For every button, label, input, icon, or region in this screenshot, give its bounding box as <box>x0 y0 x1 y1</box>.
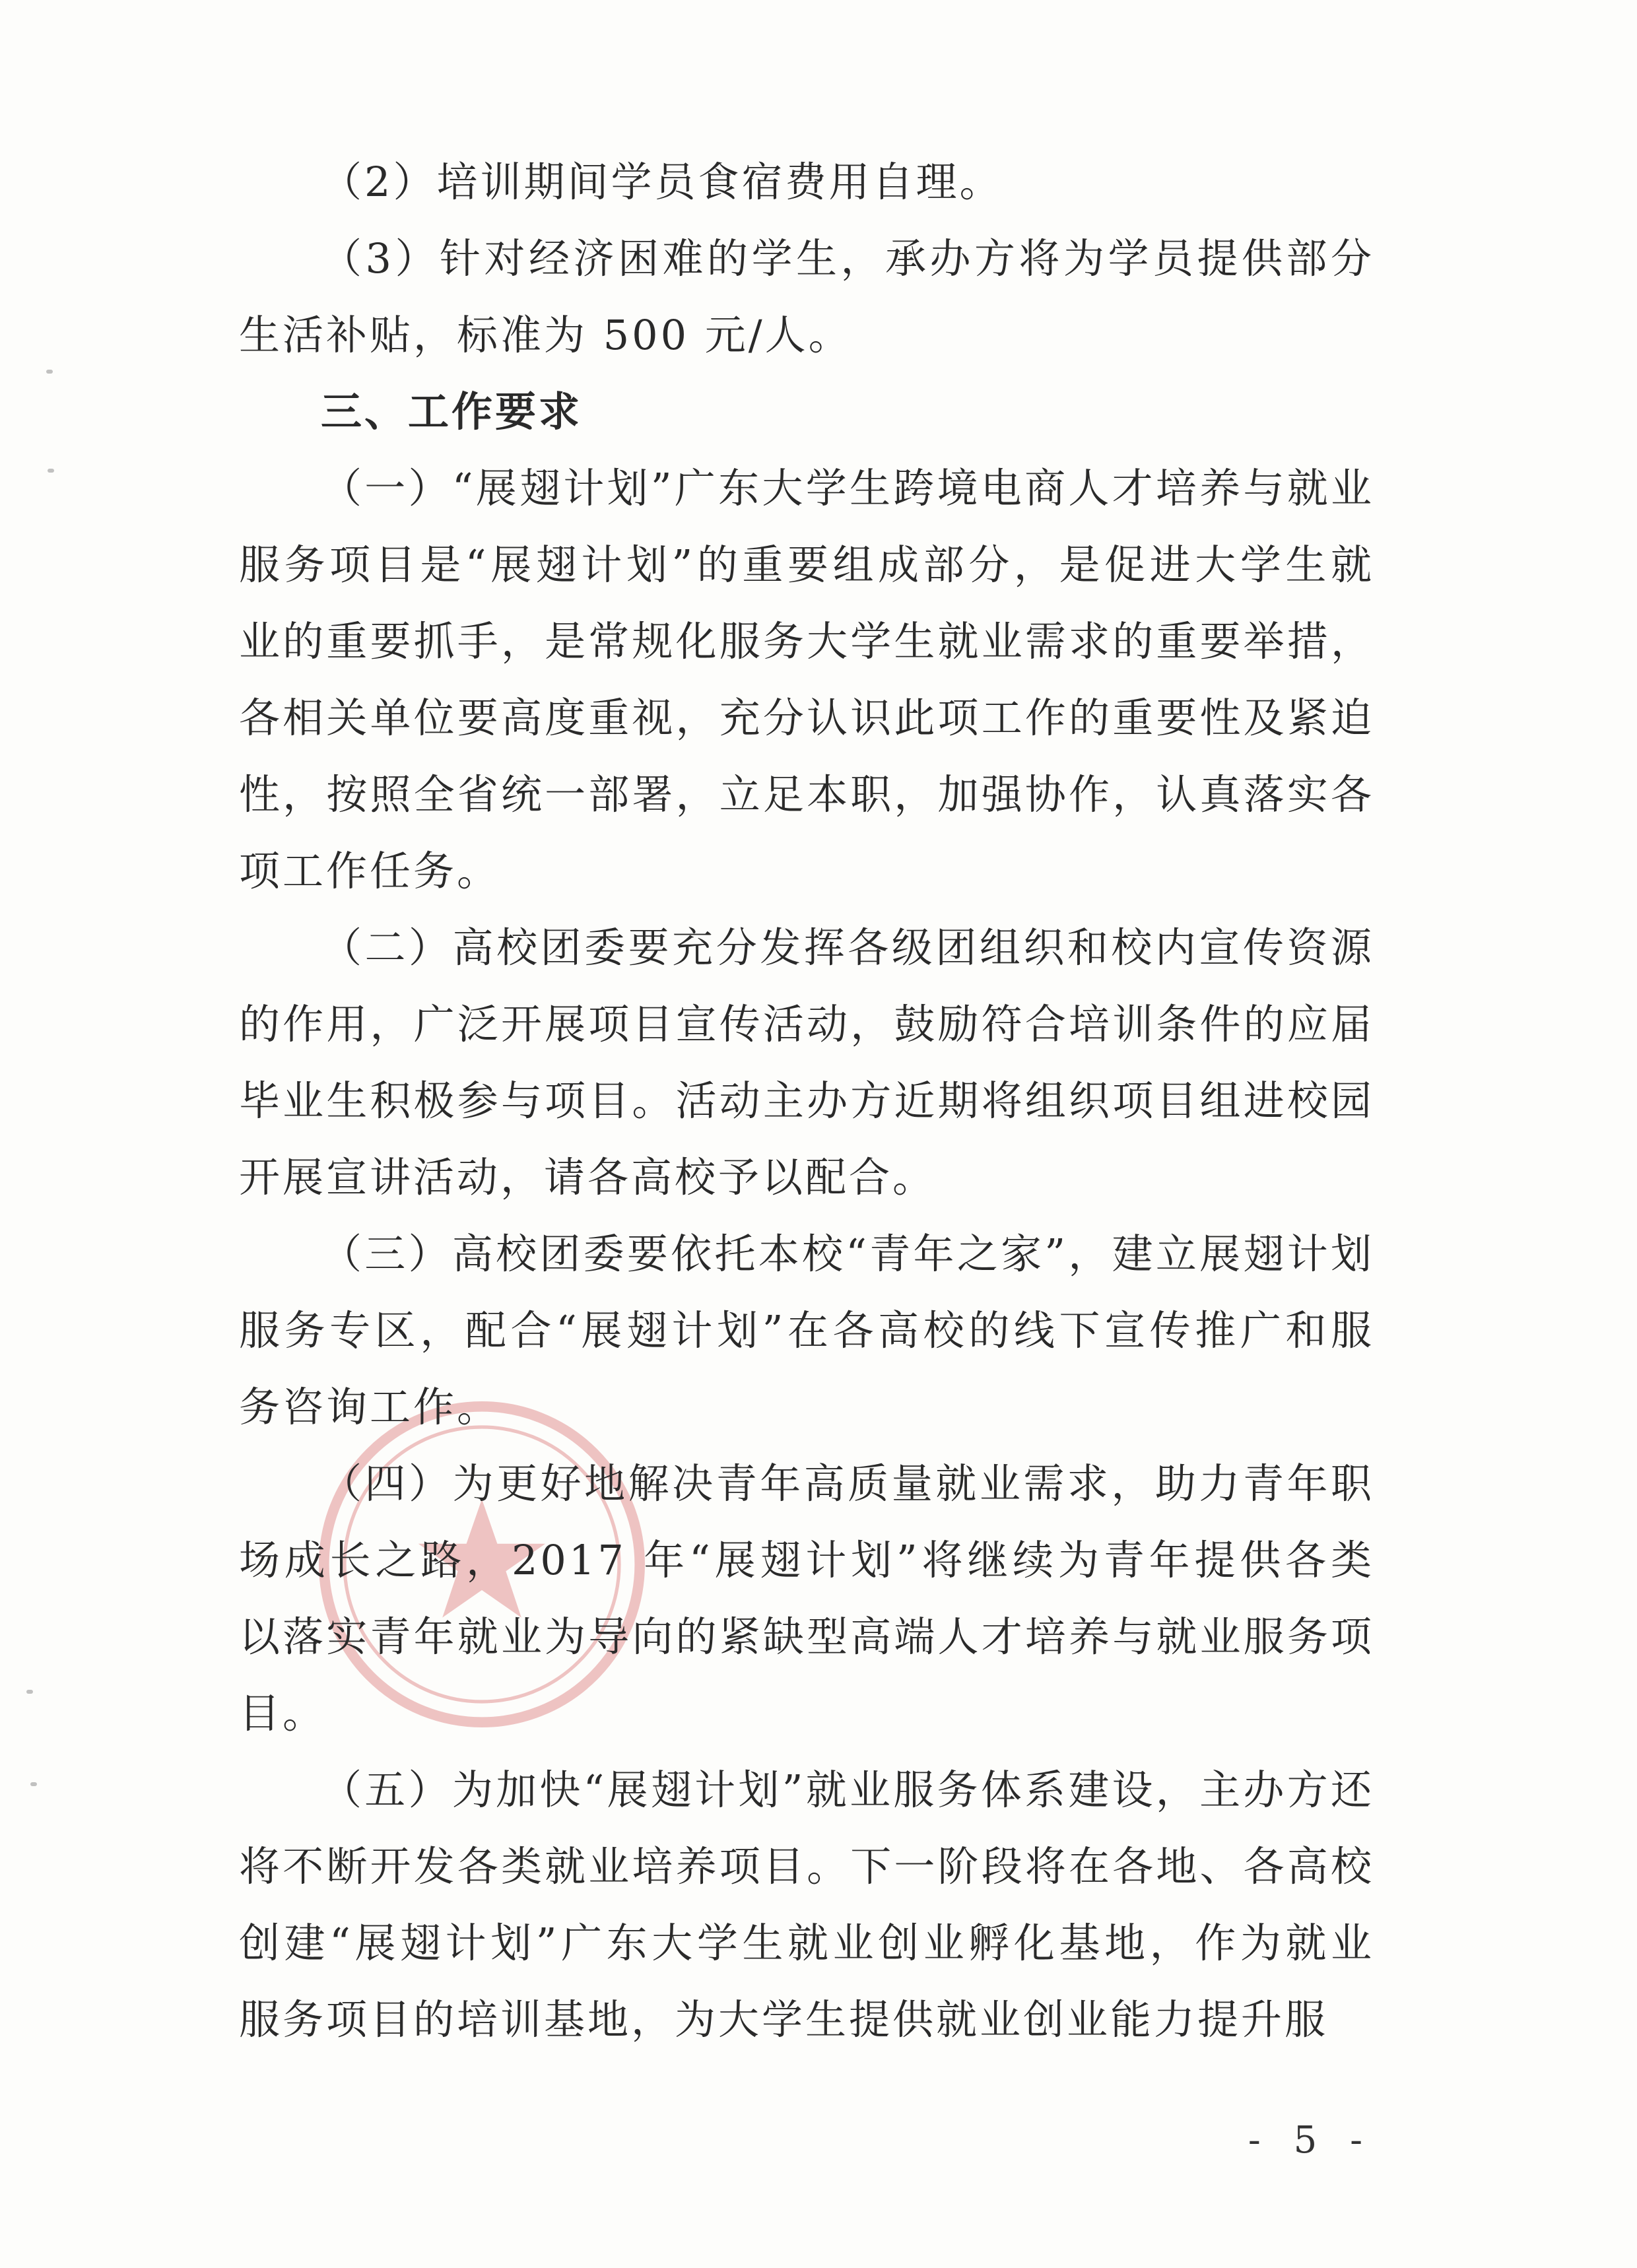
paragraph-requirement-5: （五）为加快“展翅计划”就业服务体系建设，主办方还将不断开发各类就业培养项目。下一阶段将在各地、各高校创建“展翅计划”广东大学生就业创业孵化基地，作为就业服务项目的培训基地，为大学生提供就业创业能力提升服 <box>239 1766 1374 2044</box>
paragraph-requirement-3: （三）高校团委要依托本校“青年之家”，建立展翅计划服务专区，配合“展翅计划”在各高校的线下宣传推广和服务咨询工作。 <box>239 1230 1374 1431</box>
page-number: - 5 - <box>1248 2119 1373 2162</box>
body-text <box>239 144 1374 2058</box>
paragraph-requirement-2: （二）高校团委要充分发挥各级团组织和校内宣传资源的作用，广泛开展项目宣传活动，鼓励符合培训条件的应届毕业生积极参与项目。活动主办方近期将组织项目组进校园开展宣讲活动，请各高校予以配合。 <box>239 923 1374 1201</box>
scan-speck <box>46 370 53 374</box>
section-heading-3: 三、工作要求 <box>321 387 583 436</box>
paragraph-item-3: （3）针对经济困难的学生，承办方将为学员提供部分生活补贴，标准为 500 元/人。 <box>239 234 1374 359</box>
scan-speck <box>48 469 54 473</box>
paragraph-requirement-4: （四）为更好地解决青年高质量就业需求，助力青年职场成长之路，2017 年“展翅计划”将继续为青年提供各类以落实青年就业为导向的紧缺型高端人才培养与就业服务项目。 <box>239 1459 1374 1737</box>
scan-speck <box>30 1782 37 1786</box>
paragraph-requirement-1: （一）“展翅计划”广东大学生跨境电商人才培养与就业服务项目是“展翅计划”的重要组成部分，是促进大学生就业的重要抓手，是常规化服务大学生就业需求的重要举措，各相关单位要高度重视，充分认识此项工作的重要性及紧迫性，按照全省统一部署，立足本职，加强协作，认真落实各项工作任务。 <box>239 464 1374 895</box>
scan-speck <box>26 1690 33 1694</box>
paragraph-item-2: （2）培训期间学员食宿费用自理。 <box>321 158 1003 206</box>
